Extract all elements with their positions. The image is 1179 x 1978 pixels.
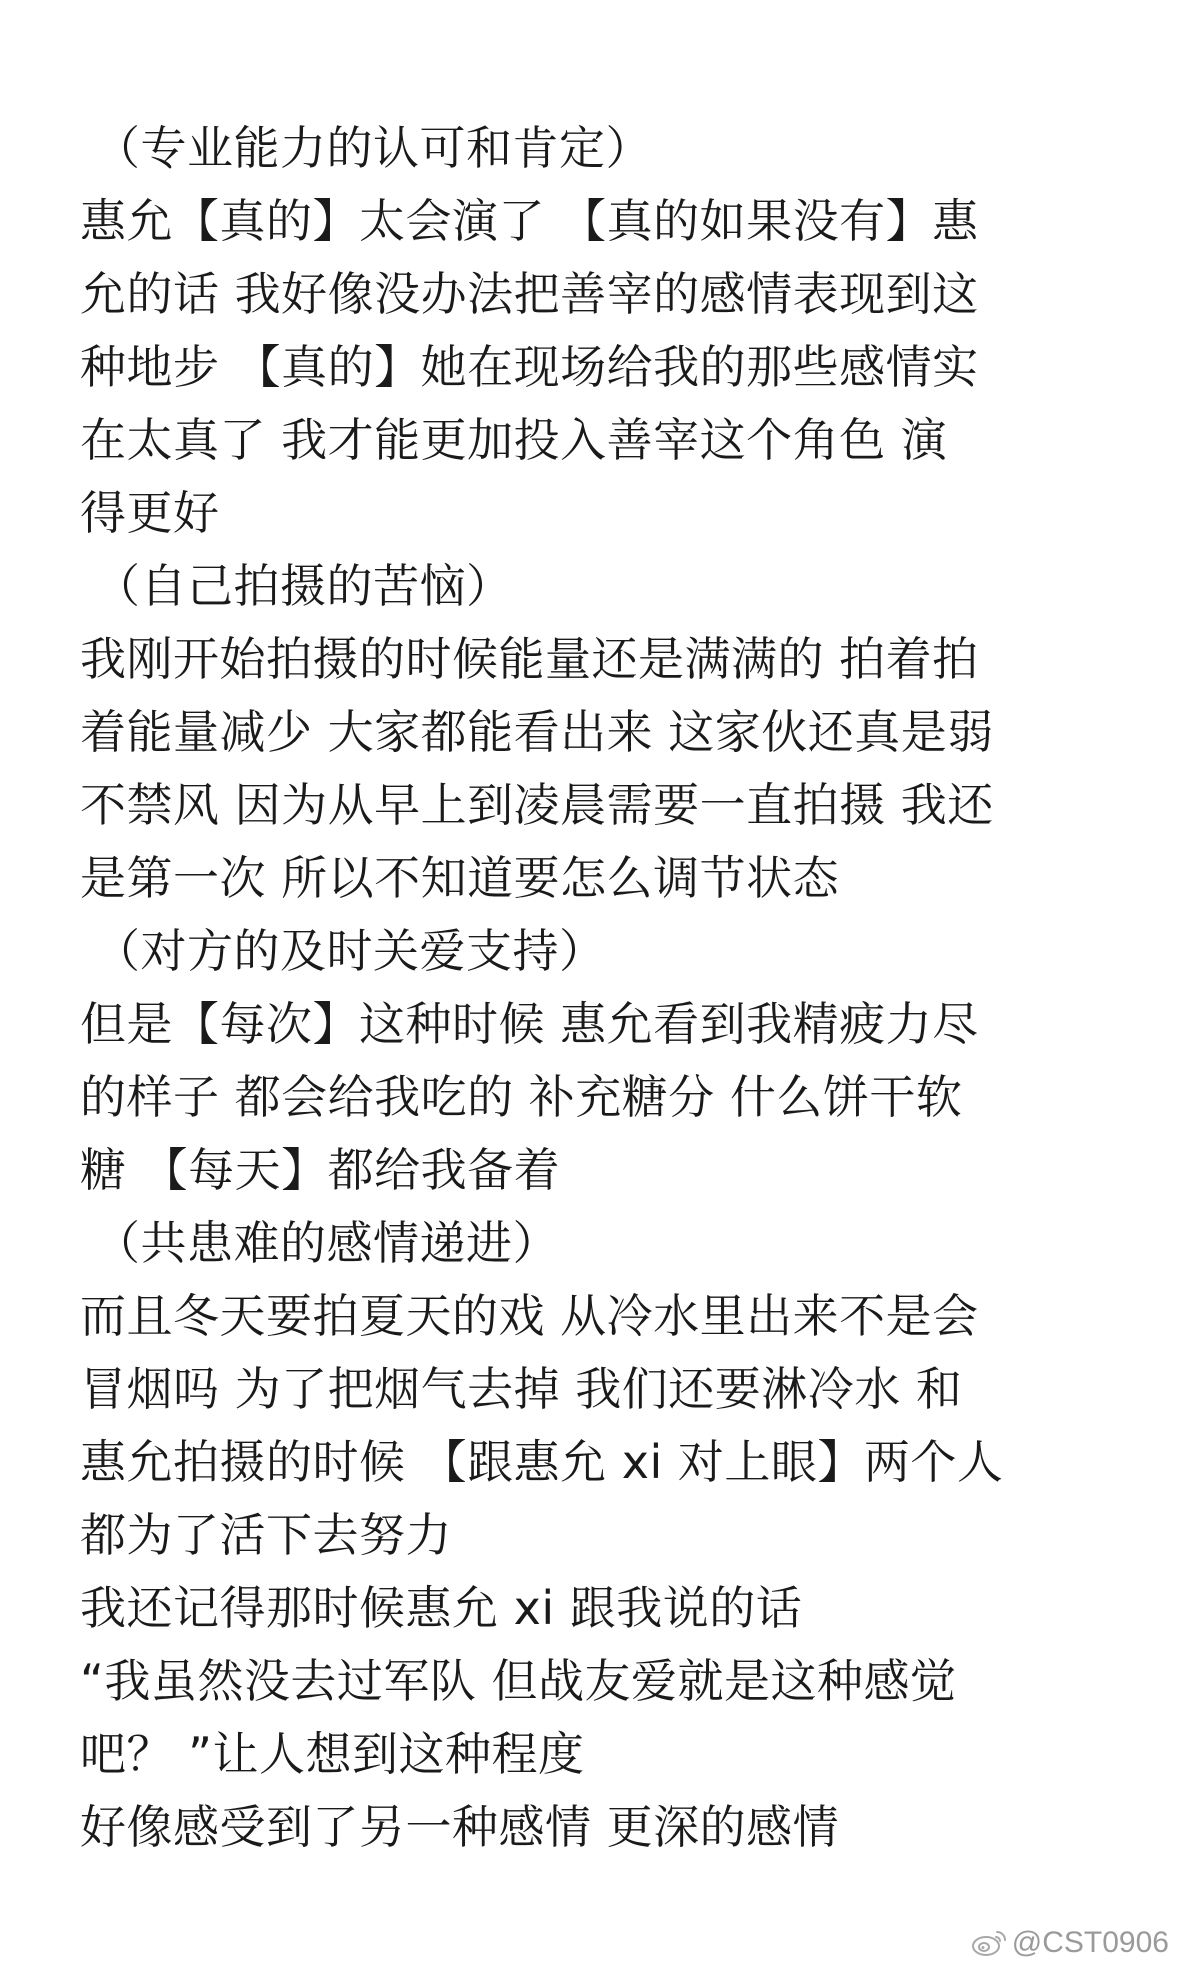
text-line: 好像感受到了另一种感情 更深的感情 [80, 1800, 840, 1854]
text-line: 但是【每次】这种时候 惠允看到我精疲力尽 [80, 997, 979, 1051]
weibo-watermark [970, 1926, 1169, 1960]
text-line: 在太真了 我才能更加投入善宰这个角色 演 [80, 413, 948, 467]
text-line: 是第一次 所以不知道要怎么调节状态 [80, 851, 840, 905]
text-line: 不禁风 因为从早上到凌晨需要一直拍摄 我还 [80, 778, 994, 832]
text-line: 着能量减少 大家都能看出来 这家伙还真是弱 [80, 705, 994, 759]
text-line: 糖 【每天】都给我备着 [80, 1143, 561, 1197]
section-heading-shared-hardship: （共患难的感情递进） [94, 1216, 559, 1270]
text-line: 冒烟吗 为了把烟气去掉 我们还要淋冷水 和 [80, 1362, 963, 1416]
text-line: 惠允拍摄的时候 【跟惠允 xi 对上眼】两个人 [80, 1435, 1004, 1489]
text-line: 的样子 都会给我吃的 补充糖分 什么饼干软 [80, 1070, 963, 1124]
text-line: 惠允【真的】太会演了 【真的如果没有】惠 [80, 194, 979, 248]
text-line: 都为了活下去努力 [80, 1508, 452, 1562]
watermark-handle: @CST0906 [1011, 1926, 1169, 1959]
text-line: “我虽然没去过军队 但战友爱就是这种感觉 [80, 1654, 957, 1708]
section-heading-filming-troubles: （自己拍摄的苦恼） [94, 559, 513, 613]
section-heading-care-support: （对方的及时关爱支持） [94, 924, 606, 978]
text-line: 允的话 我好像没办法把善宰的感情表现到这 [80, 267, 979, 321]
text-line: 我刚开始拍摄的时候能量还是满满的 拍着拍 [80, 632, 979, 686]
section-heading-professional-recognition: （专业能力的认可和肯定） [94, 121, 652, 175]
text-line: 得更好 [80, 486, 220, 540]
text-line: 吧？ ”让人想到这种程度 [80, 1727, 585, 1781]
text-line: 我还记得那时候惠允 xi 跟我说的话 [80, 1581, 803, 1635]
weibo-icon [970, 1928, 1008, 1958]
text-line: 而且冬天要拍夏天的戏 从冷水里出来不是会 [80, 1289, 979, 1343]
document-body [80, 112, 1120, 1864]
text-line: 种地步 【真的】她在现场给我的那些感情实 [80, 340, 979, 394]
